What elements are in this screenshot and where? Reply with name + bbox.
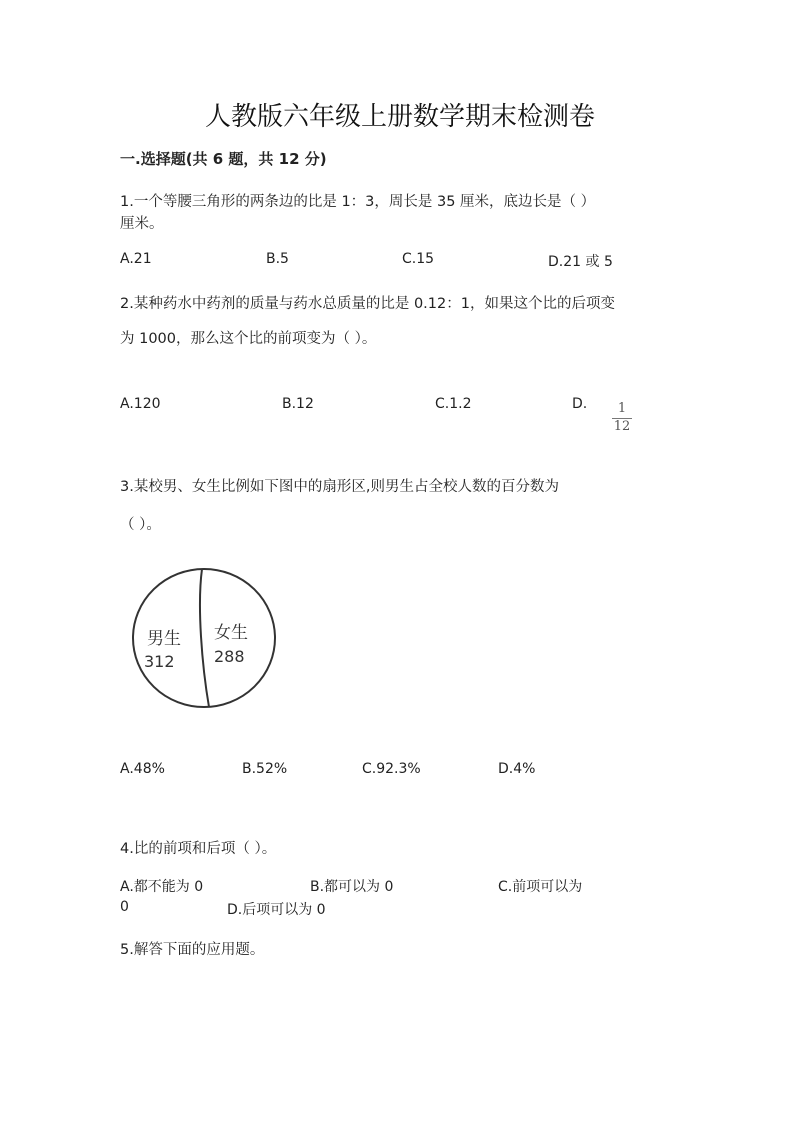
- question-2-option-b: B.12: [282, 396, 314, 412]
- page-title: 人教版六年级上册数学期末检测卷: [204, 102, 595, 132]
- question-2-option-c: C.1.2: [435, 396, 472, 412]
- question-2-option-d: D.: [572, 396, 588, 412]
- question-4-option-a: A.都不能为 0: [120, 879, 204, 895]
- question-4-option-b: B.都可以为 0: [310, 879, 394, 895]
- question-2-text: 2.某种药水中药剂的质量与药水总质量的比是 0.12：1，如果这个比的后项变: [120, 296, 615, 312]
- pie-figure: [126, 566, 286, 720]
- question-4-option-c: C.前项可以为: [498, 879, 583, 895]
- section-heading: 一.选择题(共 6 题，共 12 分): [120, 150, 327, 168]
- question-1-text: 1.一个等腰三角形的两条边的比是 1：3，周长是 35 厘米，底边长是（ ）: [120, 194, 596, 210]
- question-5-text: 5.解答下面的应用题。: [120, 942, 265, 958]
- question-3-text-cont: （ ）。: [120, 517, 161, 533]
- pie-girls-label: 女生: [214, 623, 248, 643]
- question-3-option-b: B.52%: [242, 761, 288, 777]
- question-2-option-a: A.120: [120, 396, 161, 412]
- pie-boys-value: 312: [144, 652, 175, 671]
- question-2-text-cont: 为 1000，那么这个比的前项变为（ ）。: [120, 331, 377, 347]
- question-1-option-d: D.21 或 5: [548, 254, 613, 270]
- question-4-option-c-cont: 0: [120, 899, 129, 915]
- question-3-option-a: A.48%: [120, 761, 165, 777]
- fraction-denominator: 12: [613, 419, 631, 434]
- question-4-option-d: D.后项可以为 0: [227, 902, 326, 918]
- pie-girls-value: 288: [214, 647, 245, 666]
- fraction-one-twelfth: [612, 402, 632, 434]
- pie-boys-label: 男生: [147, 629, 181, 649]
- question-1-text-cont: 厘米。: [120, 216, 164, 232]
- fraction-numerator: 1: [617, 401, 627, 416]
- question-3-text: 3.某校男、女生比例如下图中的扇形区,则男生占全校人数的百分数为: [120, 479, 559, 495]
- pie-chart: [126, 566, 286, 716]
- question-3-option-d: D.4%: [498, 761, 536, 777]
- question-1-option-a: A.21: [120, 251, 152, 267]
- question-1-option-b: B.5: [266, 251, 289, 267]
- question-1-option-c: C.15: [402, 251, 435, 267]
- pie-divider-line: [200, 569, 209, 707]
- question-4-text: 4.比的前项和后项（ ）。: [120, 841, 277, 857]
- question-3-option-c: C.92.3%: [362, 761, 421, 777]
